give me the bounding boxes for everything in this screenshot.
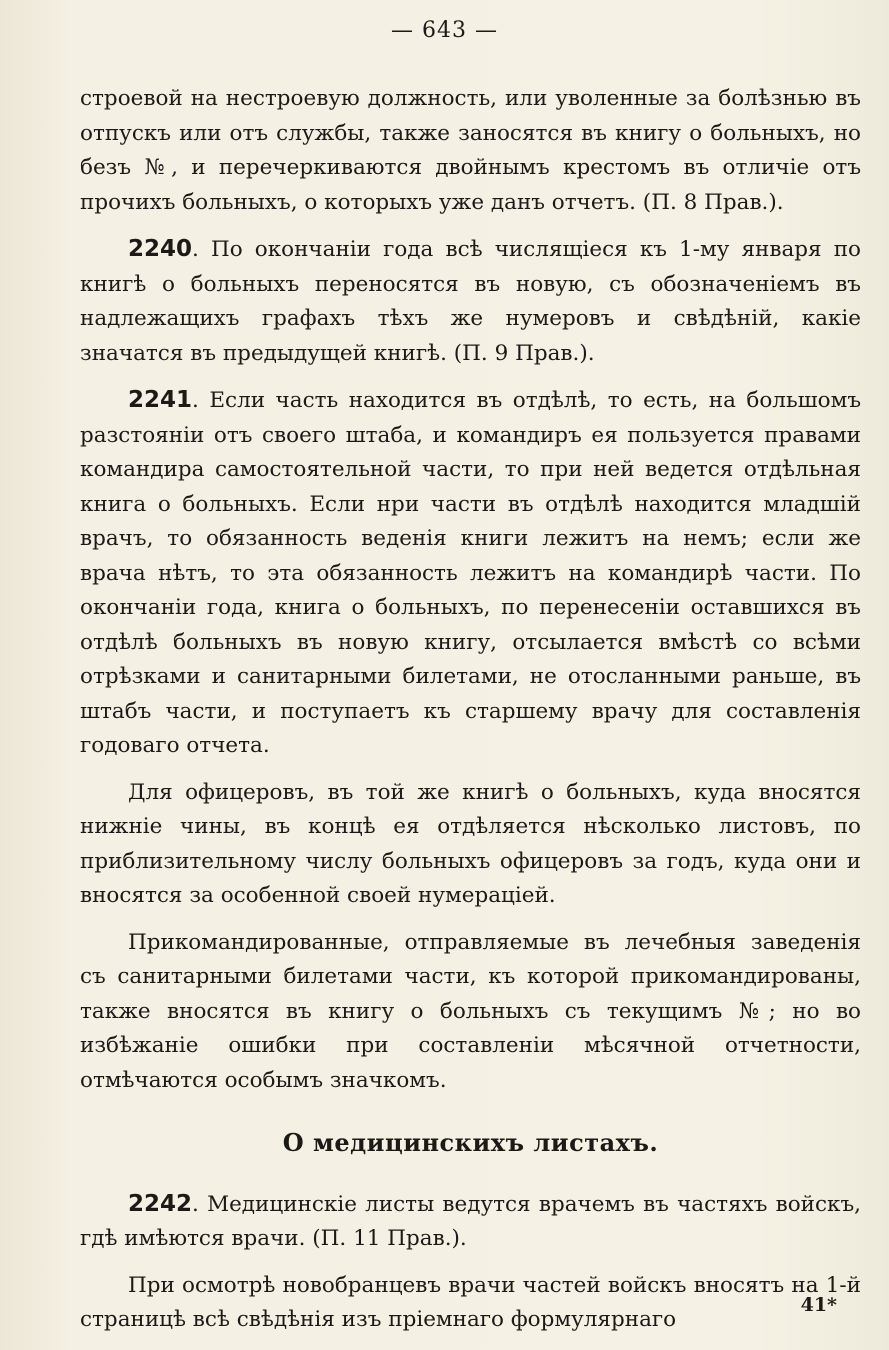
paragraph-text: строевой на нестроевую должность, или уволенные за болѣзнью въ отпускъ или отъ службы, также заносятся въ книгу о больныхъ, но безъ №, и перечеркиваются двойнымъ крестомъ въ отличіе отъ прочихъ больныхъ, о которыхъ уже данъ отчетъ. (П. 8 Прав.). xyxy=(80,86,861,215)
article-2240 xyxy=(80,232,861,371)
article-number: 2242 xyxy=(128,1190,193,1217)
paragraph-continuation xyxy=(80,82,861,220)
paragraph-text: При осмотрѣ новобранцевъ врачи частей войскъ вносятъ на 1-й страницѣ всѣ свѣдѣнія изъ пріемнаго формулярнаго xyxy=(80,1272,861,1332)
article-2241 xyxy=(80,383,861,764)
paragraph-text: Прикомандированные, отправляемые въ лечебныя заведенія съ санитарными билетами части, къ которой прикомандированы, также вносятся въ книгу о больныхъ съ текущимъ №; но во избѣжаніе ошибки при составленіи мѣсячной отчетности, отмѣчаются особымъ значкомъ. xyxy=(80,929,861,1093)
page-number: — 643 — xyxy=(391,18,498,43)
paragraph-officers xyxy=(80,776,861,914)
article-number: 2241 xyxy=(128,387,193,413)
paragraph-text: . По окончаніи года всѣ числящіеся къ 1-му января по книгѣ о больныхъ переносятся въ новую, съ обозначеніемъ въ надлежащихъ графахъ тѣхъ же нумеровъ и свѣдѣній, какіе значатся въ предыдущей книгѣ. (П. 9 Прав.). xyxy=(80,237,861,366)
paragraph-attached xyxy=(80,926,861,1099)
section-heading: О медицинскихъ листахъ. xyxy=(282,1128,659,1157)
paragraph-text: . Если часть находится въ отдѣлѣ, то есть, на большомъ разстояніи отъ своего штаба, и командиръ ея пользуется правами командира самостоятельной части, то при ней ведется отдѣльная книга о больныхъ. Если нри части въ отдѣлѣ находится младшій врачъ, то обязанность веденія книги лежитъ на немъ; если же врача нѣтъ, то эта обязанность лежитъ на командирѣ части. По окончаніи года, книга о больныхъ, по перенесеніи оставшихся въ отдѣлѣ больныхъ въ новую книгу, отсылается вмѣстѣ со всѣми отрѣзками и санитарными билетами, не отосланными раньше, въ штабъ части, и поступаетъ къ старшему врачу для составленія годоваго отчета. xyxy=(80,388,861,758)
paragraph-recruits xyxy=(80,1269,861,1338)
paragraph-text: . Медицинскіе листы ведутся врачемъ въ частяхъ войскъ, гдѣ имѣются врачи. (П. 11 Прав.). xyxy=(80,1191,861,1251)
article-2242 xyxy=(80,1187,861,1257)
main-text xyxy=(80,82,861,1350)
paragraph-text: Для офицеровъ, въ той же книгѣ о больныхъ, куда вносятся нижніе чины, въ концѣ ея отдѣляется нѣсколько листовъ, по приблизительному числу больныхъ офицеровъ за годъ, куда они и вносятся за особенной своей нумераціей. xyxy=(80,779,861,908)
signature-mark: 41* xyxy=(800,1294,837,1316)
article-number: 2240 xyxy=(128,236,193,262)
